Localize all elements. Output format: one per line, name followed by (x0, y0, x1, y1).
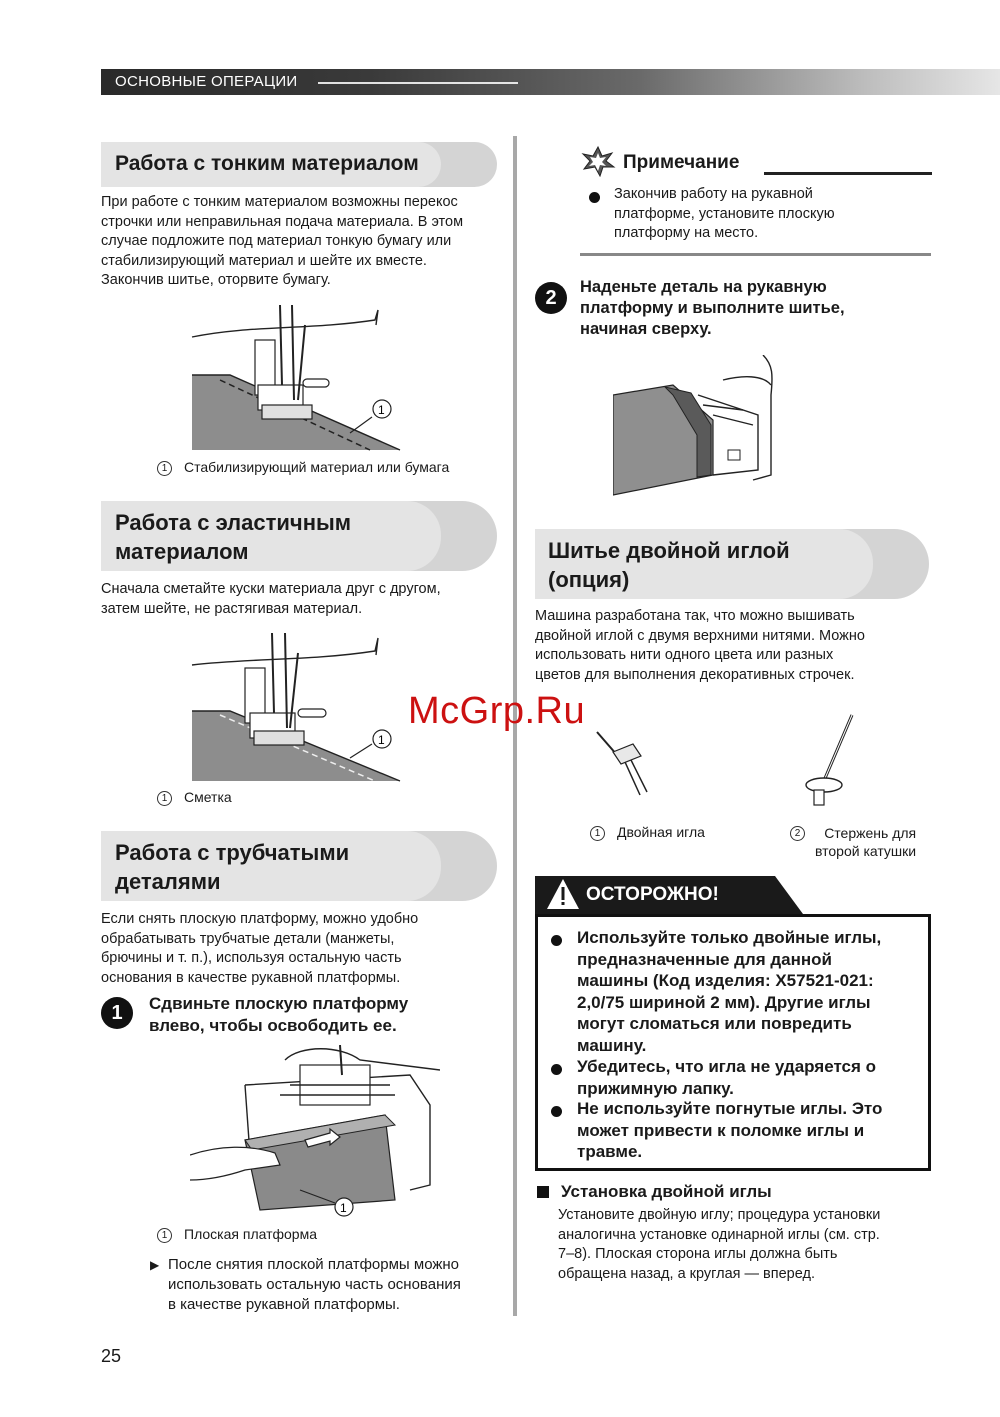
text-line: использовать остальную часть основания (168, 1276, 461, 1293)
sleeve-sewing-illustration (613, 355, 778, 505)
tubular-result (168, 1255, 461, 1315)
text-line: использовать нити одного цвета или разных (535, 647, 834, 663)
text-line: Закончив шитье, оторвите бумагу. (101, 272, 331, 288)
text-line: Убедитесь, что игла не ударяется о (577, 1057, 877, 1076)
elastic-body (101, 580, 441, 619)
title-line: материалом (115, 539, 249, 564)
step-2-badge: 2 (535, 282, 567, 314)
note-title-rule (764, 172, 932, 175)
text-line: Наденьте деталь на рукавную (580, 278, 827, 296)
text-line: платформу на место. (614, 225, 759, 241)
caption-text: Плоская платформа (184, 1226, 318, 1242)
thin-body (101, 193, 463, 291)
text-line: Если снять плоскую платформу, можно удобно (101, 911, 419, 927)
text-line: Используйте только двойные иглы, (577, 928, 882, 947)
thin-material-illustration (190, 305, 410, 455)
text-line: второй катушки (815, 843, 917, 859)
note-bullet (589, 190, 614, 208)
text-line: Не используйте погнутые иглы. Это (577, 1099, 883, 1118)
title-line: (опция) (548, 567, 630, 592)
result-arrow-icon: ▶ (150, 1258, 160, 1272)
title-line: Работа с трубчатыми (115, 840, 350, 865)
caption-number: 2 (790, 826, 805, 841)
text-line: двойной иглой с двумя верхними нитями. Можно (535, 627, 865, 644)
section-title-twin-needle (548, 536, 790, 594)
caution-item-2 (577, 1056, 876, 1099)
text-line: цветов для выполнения декоративных строчек. (535, 666, 855, 683)
caption-text: Сметка (184, 789, 232, 805)
caption-number: 1 (590, 826, 605, 841)
text-line: влево, чтобы освободить ее. (149, 1016, 397, 1035)
note-body (614, 185, 835, 244)
caution-bullet (551, 1062, 576, 1080)
callout-number: 1 (378, 733, 385, 747)
page-number: 25 (101, 1346, 122, 1366)
text-line: После снятия плоской платформы можно (168, 1256, 460, 1273)
caution-item-1 (577, 927, 881, 1056)
text-line: Сначала сметайте куски материала друг с другом, (101, 581, 441, 597)
caption-number: 1 (157, 461, 172, 476)
text-line: строчки или неправильная подача материала. В этом (101, 213, 464, 230)
twin-caption-2 (790, 824, 817, 841)
caution-item-3 (577, 1098, 882, 1163)
text-line: затем шейте, не растягивая материал. (101, 600, 363, 617)
text-line: случае подложите под материал тонкую бумагу или (101, 233, 452, 249)
text-line: платформе, установите плоскую (614, 205, 835, 222)
text-line: прижимную лапку. (577, 1078, 734, 1098)
text-line: может привести к поломке иглы и (577, 1120, 865, 1140)
caution-bullet (551, 933, 576, 951)
title-line: деталями (115, 869, 221, 894)
twin-needle-illustration (595, 730, 655, 800)
section-title-elastic (115, 508, 351, 566)
note-bottom-rule (580, 253, 931, 256)
tubular-body (101, 910, 418, 988)
text-line: Закончив работу на рукавной (614, 186, 813, 202)
callout-number: 1 (340, 1201, 347, 1215)
twin-caption-2-text (815, 824, 916, 860)
caption-number: 1 (157, 1228, 172, 1243)
section-title-tubular (115, 838, 349, 896)
caption-text: Двойная игла (617, 824, 705, 840)
square-bullet-icon (537, 1186, 549, 1198)
caption-text: Стабилизирующий материал или бумага (184, 459, 450, 475)
text-line: могут сломаться или повредить (577, 1014, 852, 1033)
header-rule (318, 82, 518, 84)
text-line: обрабатывать трубчатые детали (манжеты, (101, 930, 395, 947)
title-line: Работа с эластичным (115, 510, 352, 535)
text-line: брючины и т. п.), используя остальную часть (101, 950, 402, 966)
text-line: Стержень для (824, 825, 917, 841)
text-line: начиная сверху. (580, 320, 712, 338)
step-1-badge: 1 (101, 997, 133, 1029)
text-line: Сдвиньте плоскую платформу (149, 994, 409, 1013)
twin-body (535, 607, 865, 685)
elastic-caption (157, 789, 232, 806)
text-line: аналогична установке одинарной иглы (см. стр. (558, 1226, 880, 1243)
text-line: Машина разработана так, что можно вышивать (535, 608, 855, 624)
section-title-thin: Работа с тонким материалом (115, 152, 419, 175)
text-line: обращена назад, а круглая — вперед. (558, 1265, 815, 1282)
text-line: платформу и выполните шитье, (580, 299, 845, 317)
text-line: основания в качестве рукавной платформы. (101, 969, 401, 986)
text-line: предназначенные для данной (577, 949, 832, 969)
text-line: Установите двойную иглу; процедура установки (558, 1207, 881, 1223)
text-line: в качестве рукавной платформы. (168, 1296, 400, 1313)
flat-bed-removal-illustration (190, 1045, 440, 1220)
text-line: При работе с тонким материалом возможны перекос (101, 194, 458, 210)
tubular-caption (157, 1226, 317, 1243)
text-line: 2,0/75 шириной 2 мм). Другие иглы (577, 992, 871, 1012)
step-1-instruction (149, 993, 408, 1037)
text-line: травме. (577, 1142, 643, 1161)
twin-caption-1 (590, 824, 705, 841)
step-2-instruction (580, 277, 845, 340)
title-line: Шитье двойной иглой (548, 538, 790, 563)
spool-pin-illustration (800, 710, 860, 810)
caution-bullet (551, 1104, 576, 1122)
text-line: машины (Код изделия: X57521-021: (577, 971, 874, 990)
thin-caption (157, 459, 449, 476)
note-icon (580, 145, 616, 177)
caption-number: 1 (157, 791, 172, 806)
install-title: Установка двойной иглы (561, 1182, 772, 1201)
note-title: Примечание (623, 152, 740, 173)
text-line: машину. (577, 1035, 647, 1055)
callout-number: 1 (378, 403, 385, 417)
caution-title: ОСТОРОЖНО! (586, 884, 719, 905)
header-title: ОСНОВНЫЕ ОПЕРАЦИИ (115, 73, 298, 90)
text-line: 7–8). Плоская сторона иглы должна быть (558, 1246, 838, 1262)
elastic-material-illustration (190, 633, 410, 783)
text-line: стабилизирующий материал и шейте их вместе. (101, 252, 427, 269)
watermark: McGrp.Ru (408, 690, 586, 732)
install-body (558, 1206, 880, 1284)
